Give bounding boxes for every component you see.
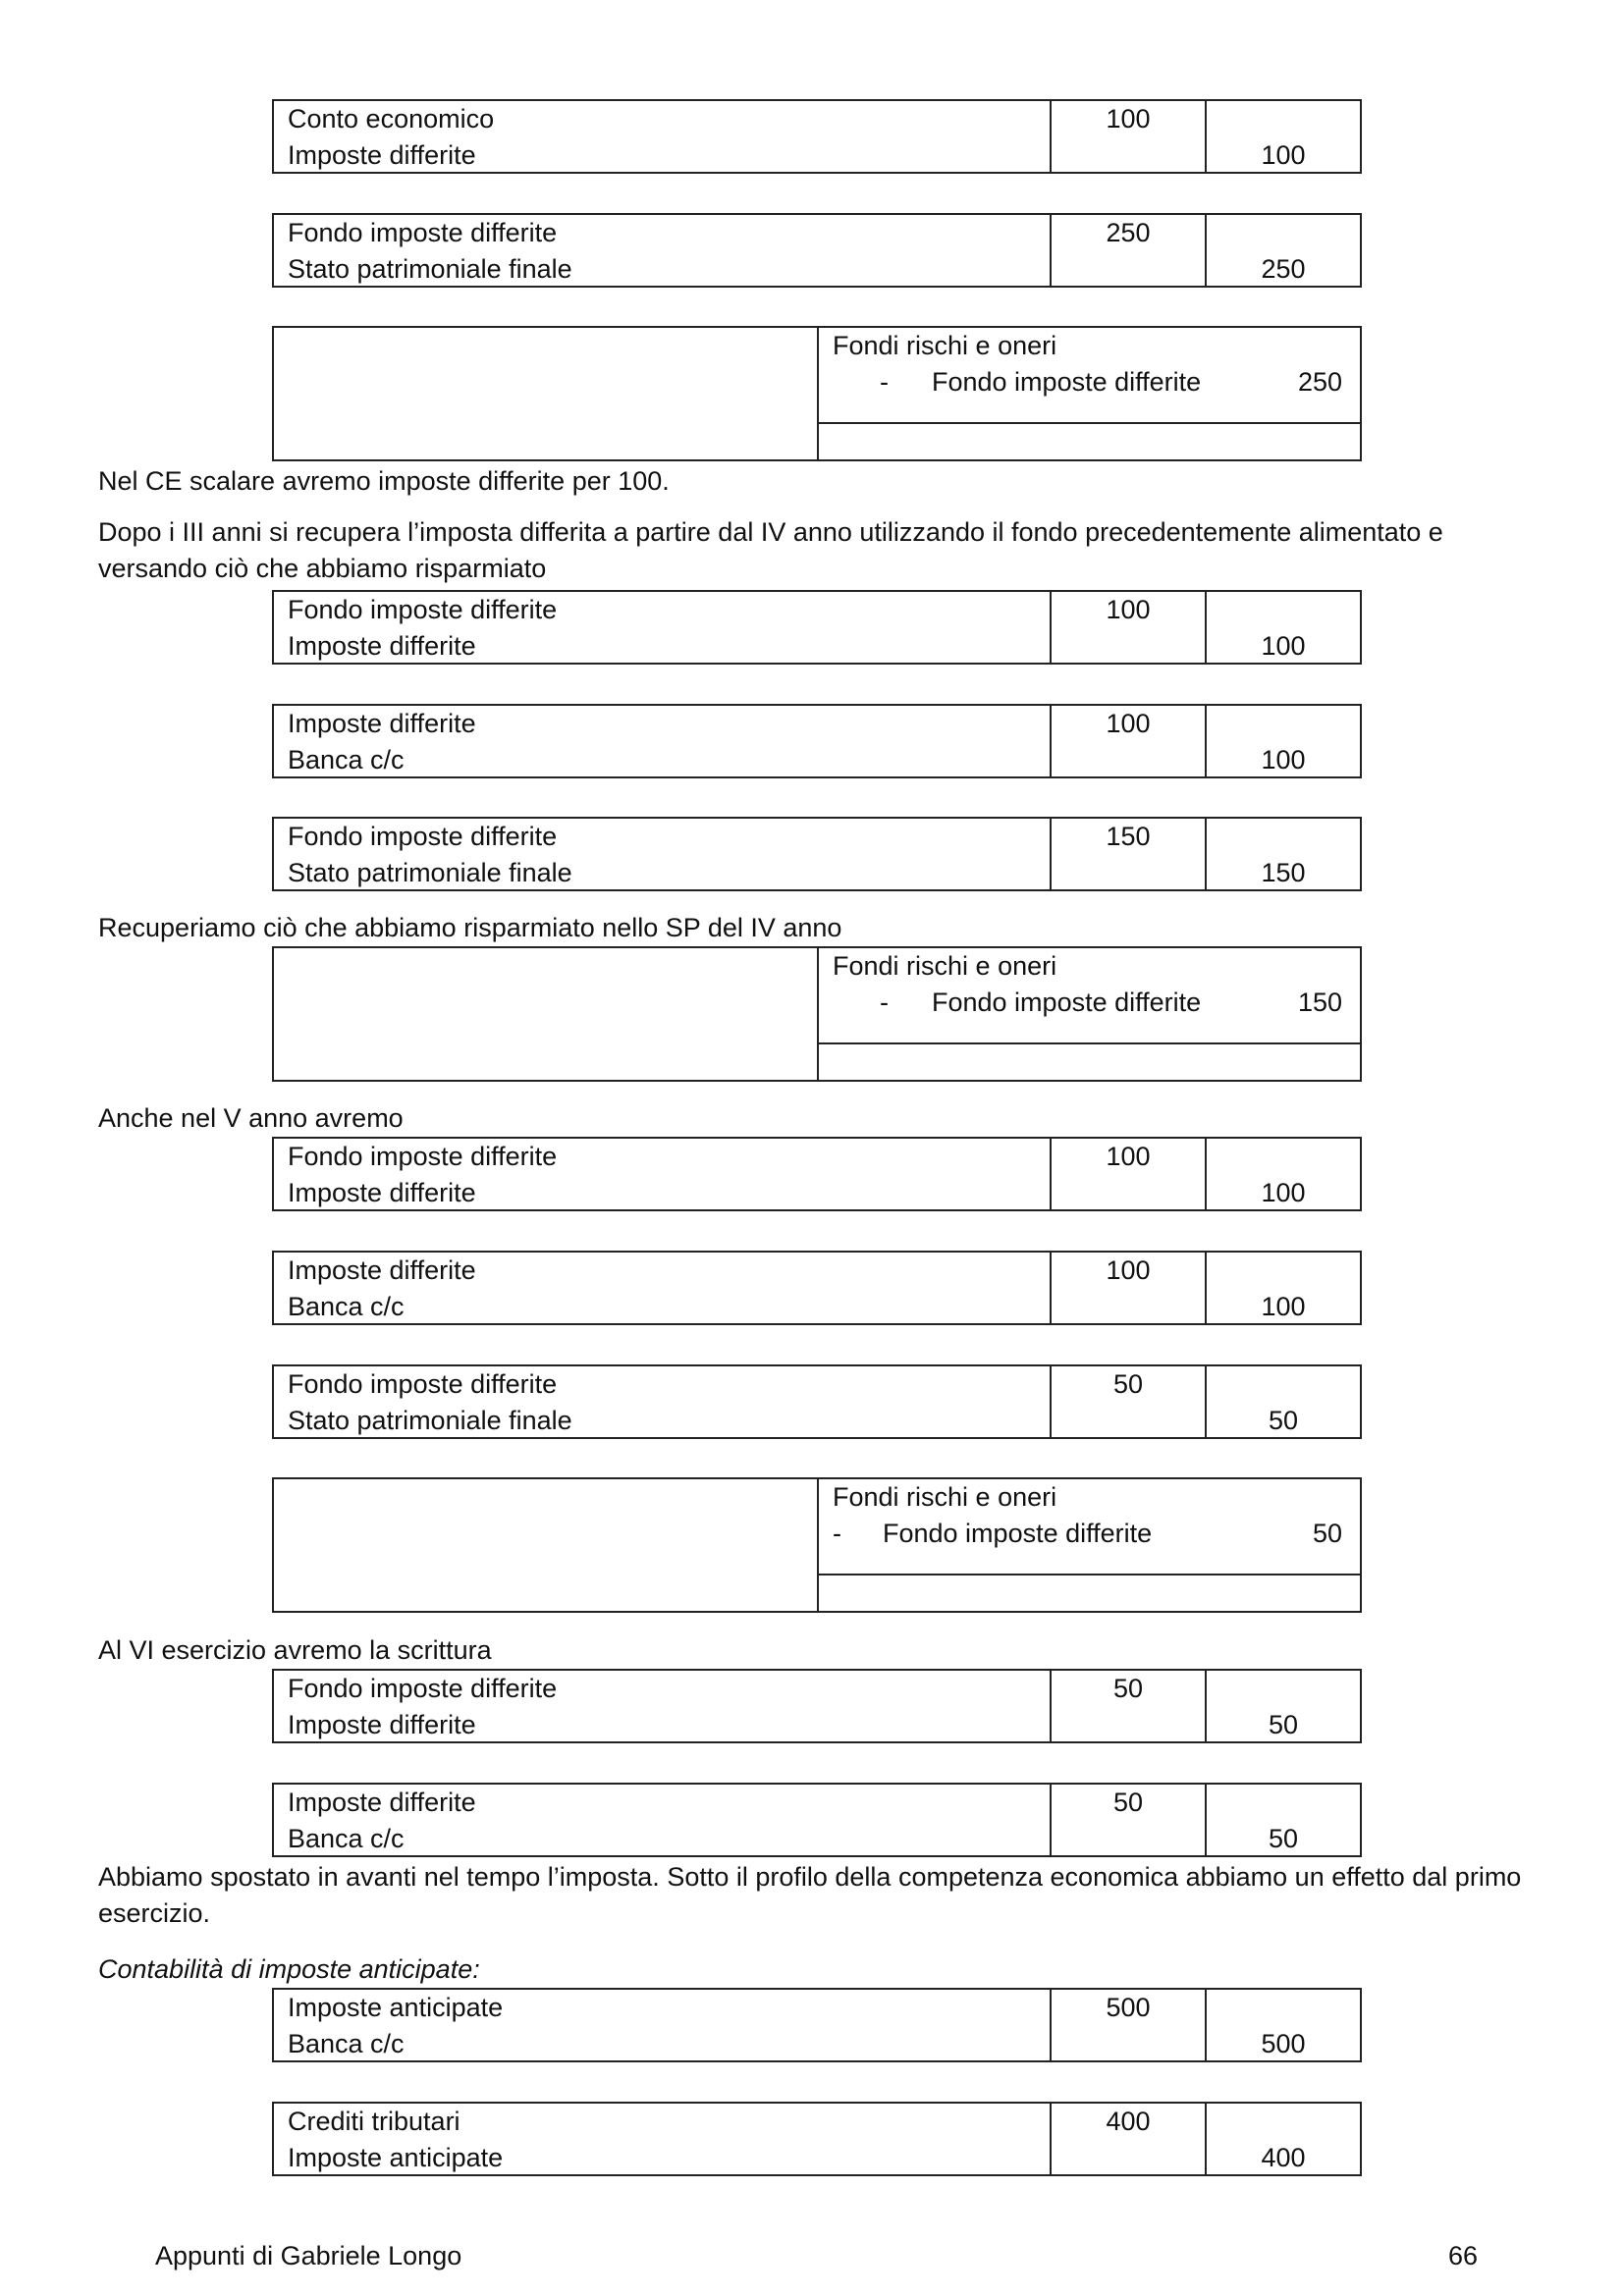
- credit-account: Stato patrimoniale finale: [288, 1406, 572, 1435]
- debit-account: Fondo imposte differite: [288, 1674, 558, 1703]
- credit-amount: 100: [1261, 1292, 1306, 1321]
- debit-amount: 100: [1106, 595, 1151, 624]
- liability-item: Fondo imposte differite: [932, 367, 1202, 397]
- footer-author: Appunti di Gabriele Longo: [155, 2241, 462, 2270]
- liability-item: Fondo imposte differite: [883, 1519, 1153, 1548]
- journal-entry: [272, 590, 1362, 665]
- page-number: 66: [1448, 2241, 1479, 2270]
- liability-amount: 150: [1297, 988, 1342, 1017]
- balance-sheet: [272, 946, 1362, 1082]
- credit-amount: 50: [1268, 1824, 1299, 1853]
- paragraph: Nel CE scalare avremo imposte differite per 100.: [98, 466, 670, 496]
- debit-account: Fondo imposte differite: [288, 1142, 558, 1171]
- balance-sheet-liabilities: [819, 1479, 1360, 1611]
- balance-sheet: [272, 326, 1362, 461]
- credit-account: Stato patrimoniale finale: [288, 858, 572, 887]
- debit-amount: 50: [1112, 1788, 1144, 1817]
- debit-amount: 150: [1106, 822, 1151, 851]
- dash: -: [880, 367, 889, 397]
- paragraph: Al VI esercizio avremo la scrittura: [98, 1635, 492, 1665]
- journal-entry: [272, 1783, 1362, 1857]
- journal-entry: [272, 1364, 1362, 1439]
- journal-entry: [272, 817, 1362, 891]
- divider: [819, 1042, 1360, 1044]
- journal-entry: [272, 1251, 1362, 1325]
- balance-sheet-liabilities: [819, 948, 1360, 1080]
- credit-amount: 400: [1261, 2143, 1306, 2172]
- debit-amount: 100: [1106, 1142, 1151, 1171]
- paragraph: Recuperiamo ciò che abbiamo risparmiato nello SP del IV anno: [98, 913, 842, 942]
- divider: [819, 1574, 1360, 1575]
- credit-amount: 500: [1261, 2029, 1306, 2058]
- debit-amount: 50: [1112, 1369, 1144, 1399]
- balance-sheet-assets: [274, 948, 819, 1080]
- debit-account: Fondo imposte differite: [288, 595, 558, 624]
- credit-amount: 100: [1261, 745, 1306, 774]
- balance-sheet-liabilities: [819, 328, 1360, 459]
- liabilities-heading: Fondi rischi e oneri: [833, 1482, 1057, 1512]
- paragraph: Abbiamo spostato in avanti nel tempo l’imposta. Sotto il profilo della competenza economica abbiamo un effetto dal primo esercizio.: [98, 1862, 1522, 1928]
- balance-sheet: [272, 1477, 1362, 1613]
- journal-entry: [272, 1988, 1362, 2062]
- debit-account: Imposte differite: [288, 1788, 476, 1817]
- balance-sheet-assets: [274, 1479, 819, 1611]
- paragraph: Dopo i III anni si recupera l’imposta differita a partire dal IV anno utilizzando il fondo precedentemente alimentato e versando ciò che abbiamo risparmiato: [98, 517, 1443, 583]
- debit-account: Fondo imposte differite: [288, 1369, 558, 1399]
- credit-amount: 100: [1261, 1178, 1306, 1207]
- debit-account: Crediti tributari: [288, 2107, 460, 2136]
- credit-amount: 100: [1261, 140, 1306, 170]
- credit-account: Imposte differite: [288, 631, 476, 661]
- credit-account: Banca c/c: [288, 1292, 405, 1321]
- debit-account: Conto economico: [288, 104, 495, 133]
- journal-entry: [272, 213, 1362, 288]
- credit-account: Banca c/c: [288, 2029, 405, 2058]
- debit-account: Fondo imposte differite: [288, 822, 558, 851]
- debit-amount: 100: [1106, 1255, 1151, 1285]
- credit-account: Imposte differite: [288, 140, 476, 170]
- debit-amount: 100: [1106, 104, 1151, 133]
- debit-amount: 500: [1106, 1993, 1151, 2022]
- credit-amount: 50: [1268, 1406, 1299, 1435]
- liabilities-heading: Fondi rischi e oneri: [833, 951, 1057, 981]
- paragraph: Anche nel V anno avremo: [98, 1103, 404, 1133]
- journal-entry: [272, 1137, 1362, 1211]
- debit-account: Imposte differite: [288, 709, 476, 738]
- divider: [819, 422, 1360, 424]
- credit-amount: 150: [1261, 858, 1306, 887]
- credit-account: Stato patrimoniale finale: [288, 254, 572, 284]
- liabilities-heading: Fondi rischi e oneri: [833, 331, 1057, 360]
- journal-entry: [272, 99, 1362, 174]
- credit-account: Banca c/c: [288, 1824, 405, 1853]
- liability-item: Fondo imposte differite: [932, 988, 1202, 1017]
- credit-amount: 50: [1268, 1710, 1299, 1739]
- credit-account: Imposte differite: [288, 1178, 476, 1207]
- debit-amount: 50: [1112, 1674, 1144, 1703]
- debit-amount: 100: [1106, 709, 1151, 738]
- credit-account: Imposte differite: [288, 1710, 476, 1739]
- journal-entry: [272, 2102, 1362, 2176]
- liability-amount: 250: [1297, 367, 1342, 397]
- balance-sheet-assets: [274, 328, 819, 459]
- debit-account: Imposte differite: [288, 1255, 476, 1285]
- debit-account: Fondo imposte differite: [288, 218, 558, 247]
- liability-amount: 50: [1312, 1519, 1342, 1548]
- dash: -: [833, 1519, 841, 1548]
- journal-entry: [272, 1669, 1362, 1743]
- debit-amount: 400: [1106, 2107, 1151, 2136]
- credit-amount: 250: [1261, 254, 1306, 284]
- dash: -: [880, 988, 889, 1017]
- credit-account: Banca c/c: [288, 745, 405, 774]
- debit-account: Imposte anticipate: [288, 1993, 504, 2022]
- credit-amount: 100: [1261, 631, 1306, 661]
- credit-account: Imposte anticipate: [288, 2143, 504, 2172]
- journal-entry: [272, 704, 1362, 778]
- section-heading: Contabilità di imposte anticipate:: [98, 1954, 480, 1984]
- debit-amount: 250: [1106, 218, 1151, 247]
